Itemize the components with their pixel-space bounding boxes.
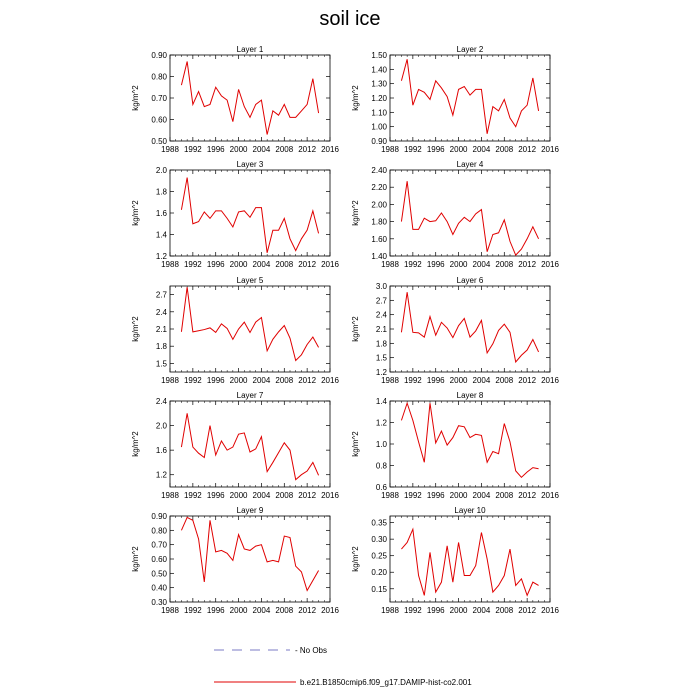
x-tick-label: 2000 <box>449 145 468 154</box>
x-tick-label: 2008 <box>495 145 514 154</box>
y-tick-label: 0.80 <box>151 72 167 82</box>
x-tick-label: 1992 <box>183 606 202 615</box>
x-tick-label: 2016 <box>541 491 559 500</box>
panel-title: Layer 5 <box>236 276 264 285</box>
y-tick-label: 1.2 <box>375 418 387 428</box>
panel-title: Layer 4 <box>456 160 484 169</box>
panel-frame <box>170 55 330 141</box>
y-tick-label: 1.40 <box>371 252 387 261</box>
y-tick-label: 1.2 <box>375 368 387 377</box>
x-tick-label: 1988 <box>161 145 179 154</box>
series-line <box>401 529 538 595</box>
series-line <box>401 59 538 134</box>
y-tick-label: 0.25 <box>371 551 387 561</box>
y-axis-label: kg/m^2 <box>131 316 140 342</box>
y-tick-label: 0.6 <box>375 483 387 492</box>
series-line <box>181 287 318 360</box>
y-tick-label: 0.90 <box>151 51 167 60</box>
x-tick-label: 2016 <box>541 260 559 269</box>
y-axis-label: kg/m^2 <box>351 200 360 226</box>
series-line <box>401 181 538 255</box>
y-tick-label: 1.8 <box>155 342 167 352</box>
y-tick-label: 0.70 <box>151 540 167 550</box>
x-tick-label: 1992 <box>183 145 202 154</box>
x-tick-label: 2008 <box>495 606 514 615</box>
y-tick-label: 1.8 <box>155 187 167 197</box>
y-tick-label: 2.0 <box>155 166 167 175</box>
x-tick-label: 1992 <box>403 145 422 154</box>
x-tick-label: 2008 <box>275 491 294 500</box>
figure-title: soil ice <box>319 8 381 30</box>
x-tick-label: 1988 <box>161 606 179 615</box>
x-tick-label: 2004 <box>252 606 271 615</box>
y-tick-label: 0.60 <box>151 555 167 564</box>
x-tick-label: 1992 <box>403 376 422 385</box>
y-tick-label: 0.70 <box>151 94 167 103</box>
x-tick-label: 2000 <box>229 606 248 615</box>
panel-title: Layer 3 <box>236 160 264 169</box>
y-tick-label: 1.60 <box>371 234 387 244</box>
x-tick-label: 1988 <box>161 376 179 385</box>
y-tick-label: 1.00 <box>371 122 387 132</box>
y-tick-label: 0.20 <box>371 568 387 578</box>
x-tick-label: 2004 <box>252 145 271 154</box>
legend <box>214 646 472 687</box>
y-tick-label: 2.20 <box>371 183 387 193</box>
x-tick-label: 1988 <box>381 260 399 269</box>
series-line <box>181 61 318 134</box>
series-line <box>181 413 318 479</box>
y-tick-label: 1.50 <box>371 51 387 60</box>
y-tick-label: 3.0 <box>375 282 387 291</box>
y-tick-label: 2.4 <box>155 307 167 317</box>
x-tick-label: 2012 <box>298 376 317 385</box>
y-tick-label: 2.4 <box>375 310 387 320</box>
panel-2 <box>351 45 559 154</box>
y-axis-label: kg/m^2 <box>351 546 360 572</box>
x-tick-label: 2008 <box>495 491 514 500</box>
panel-1 <box>131 45 339 154</box>
x-tick-label: 1992 <box>403 491 422 500</box>
series-line <box>401 292 538 362</box>
y-tick-label: 1.6 <box>155 446 167 456</box>
x-tick-label: 2012 <box>518 260 537 269</box>
x-tick-label: 1988 <box>161 260 179 269</box>
y-tick-label: 0.40 <box>151 583 167 593</box>
x-tick-label: 1988 <box>161 491 179 500</box>
panel-title: Layer 7 <box>236 391 264 400</box>
y-tick-label: 1.10 <box>371 108 387 118</box>
x-tick-label: 1996 <box>206 376 225 385</box>
x-tick-label: 2004 <box>472 260 491 269</box>
x-tick-label: 2000 <box>229 145 248 154</box>
y-tick-label: 1.4 <box>375 397 387 406</box>
y-tick-label: 1.0 <box>375 440 387 449</box>
y-tick-label: 0.50 <box>151 137 167 146</box>
x-tick-label: 2012 <box>518 491 537 500</box>
panel-5 <box>131 276 339 385</box>
y-tick-label: 1.2 <box>155 470 167 480</box>
x-tick-label: 2000 <box>449 491 468 500</box>
legend-obs-label: - No Obs <box>295 646 328 655</box>
x-tick-label: 2000 <box>449 260 468 269</box>
y-tick-label: 0.30 <box>371 535 387 545</box>
y-tick-label: 1.2 <box>155 252 167 261</box>
y-tick-label: 1.8 <box>375 339 387 349</box>
panel-frame <box>170 401 330 487</box>
y-tick-label: 1.6 <box>155 209 167 218</box>
x-tick-label: 1992 <box>403 260 422 269</box>
panel-title: Layer 1 <box>236 45 264 54</box>
x-tick-label: 2012 <box>518 606 537 615</box>
panel-frame <box>390 516 550 602</box>
x-tick-label: 1996 <box>426 491 445 500</box>
y-tick-label: 2.40 <box>371 166 387 175</box>
x-tick-label: 2012 <box>298 145 317 154</box>
panel-6 <box>351 276 559 385</box>
y-axis-label: kg/m^2 <box>351 85 360 111</box>
y-tick-label: 2.1 <box>155 325 167 334</box>
panel-frame <box>170 286 330 372</box>
x-tick-label: 1992 <box>403 606 422 615</box>
legend-model-label: b.e21.B1850cmip6.f09_g17.DAMIP-hist-co2.001 <box>300 678 472 687</box>
x-tick-label: 2000 <box>229 376 248 385</box>
x-tick-label: 2008 <box>275 260 294 269</box>
x-tick-label: 2008 <box>495 260 514 269</box>
x-tick-label: 1988 <box>381 376 399 385</box>
y-axis-label: kg/m^2 <box>131 431 140 457</box>
y-tick-label: 0.90 <box>151 512 167 521</box>
y-tick-label: 1.40 <box>371 65 387 75</box>
panel-4 <box>351 160 559 269</box>
y-tick-label: 1.80 <box>371 217 387 227</box>
panel-10 <box>351 506 559 615</box>
x-tick-label: 1992 <box>183 260 202 269</box>
x-tick-label: 2012 <box>298 260 317 269</box>
x-tick-label: 2004 <box>252 491 271 500</box>
x-tick-label: 2000 <box>449 376 468 385</box>
x-tick-label: 1996 <box>426 260 445 269</box>
x-tick-label: 2008 <box>275 606 294 615</box>
x-tick-label: 2016 <box>541 376 559 385</box>
x-tick-label: 2012 <box>298 491 317 500</box>
y-tick-label: 0.80 <box>151 526 167 536</box>
x-tick-label: 2012 <box>298 606 317 615</box>
x-tick-label: 2016 <box>321 376 339 385</box>
x-tick-label: 1996 <box>206 491 225 500</box>
y-tick-label: 0.35 <box>371 518 387 528</box>
y-tick-label: 1.20 <box>371 94 387 103</box>
x-tick-label: 2016 <box>321 491 339 500</box>
x-tick-label: 2004 <box>472 606 491 615</box>
panel-frame <box>390 170 550 256</box>
y-tick-label: 0.8 <box>375 461 387 471</box>
x-tick-label: 1988 <box>381 145 399 154</box>
panel-frame <box>390 55 550 141</box>
panel-7 <box>131 391 339 500</box>
x-tick-label: 2004 <box>472 376 491 385</box>
x-tick-label: 2016 <box>321 606 339 615</box>
x-tick-label: 2008 <box>275 145 294 154</box>
panel-title: Layer 9 <box>236 506 264 515</box>
y-tick-label: 2.7 <box>155 290 167 300</box>
y-tick-label: 2.0 <box>155 421 167 431</box>
x-tick-label: 1996 <box>206 260 225 269</box>
x-tick-label: 1988 <box>381 491 399 500</box>
panel-title: Layer 10 <box>454 506 486 515</box>
y-tick-label: 2.1 <box>375 325 387 334</box>
y-tick-label: 0.60 <box>151 115 167 125</box>
y-axis-label: kg/m^2 <box>131 546 140 572</box>
x-tick-label: 2008 <box>275 376 294 385</box>
x-tick-label: 1996 <box>426 376 445 385</box>
y-axis-label: kg/m^2 <box>131 85 140 111</box>
x-tick-label: 2000 <box>449 606 468 615</box>
x-tick-label: 2012 <box>518 376 537 385</box>
x-tick-label: 1996 <box>206 145 225 154</box>
y-tick-label: 1.30 <box>371 79 387 89</box>
panel-3 <box>131 160 339 269</box>
panel-8 <box>351 391 559 500</box>
x-tick-label: 2004 <box>472 491 491 500</box>
panel-title: Layer 6 <box>456 276 484 285</box>
y-tick-label: 1.5 <box>155 359 167 369</box>
y-tick-label: 1.5 <box>375 353 387 363</box>
x-tick-label: 1988 <box>381 606 399 615</box>
y-axis-label: kg/m^2 <box>131 200 140 226</box>
x-tick-label: 1996 <box>206 606 225 615</box>
x-tick-label: 2000 <box>229 491 248 500</box>
y-tick-label: 2.4 <box>155 397 167 406</box>
panel-title: Layer 8 <box>456 391 484 400</box>
x-tick-label: 2016 <box>321 260 339 269</box>
x-tick-label: 2016 <box>541 145 559 154</box>
panel-frame <box>390 401 550 487</box>
panel-frame <box>170 516 330 602</box>
x-tick-label: 1996 <box>426 145 445 154</box>
x-tick-label: 2004 <box>252 376 271 385</box>
x-tick-label: 2000 <box>229 260 248 269</box>
y-tick-label: 0.50 <box>151 569 167 579</box>
panel-frame <box>390 286 550 372</box>
x-tick-label: 1996 <box>426 606 445 615</box>
y-tick-label: 0.90 <box>371 137 387 146</box>
panel-9 <box>131 506 339 615</box>
panel-frame <box>170 170 330 256</box>
series-line <box>401 403 538 477</box>
y-tick-label: 2.7 <box>375 296 387 306</box>
y-axis-label: kg/m^2 <box>351 316 360 342</box>
y-tick-label: 2.00 <box>371 200 387 210</box>
x-tick-label: 1992 <box>183 491 202 500</box>
series-line <box>181 517 318 590</box>
y-tick-label: 0.30 <box>151 598 167 607</box>
x-tick-label: 2004 <box>252 260 271 269</box>
x-tick-label: 2004 <box>472 145 491 154</box>
y-axis-label: kg/m^2 <box>351 431 360 457</box>
series-line <box>181 178 318 253</box>
panel-title: Layer 2 <box>456 45 484 54</box>
x-tick-label: 2008 <box>495 376 514 385</box>
x-tick-label: 2016 <box>321 145 339 154</box>
x-tick-label: 1992 <box>183 376 202 385</box>
y-tick-label: 0.15 <box>371 584 387 594</box>
x-tick-label: 2016 <box>541 606 559 615</box>
x-tick-label: 2012 <box>518 145 537 154</box>
y-tick-label: 1.4 <box>155 230 167 240</box>
